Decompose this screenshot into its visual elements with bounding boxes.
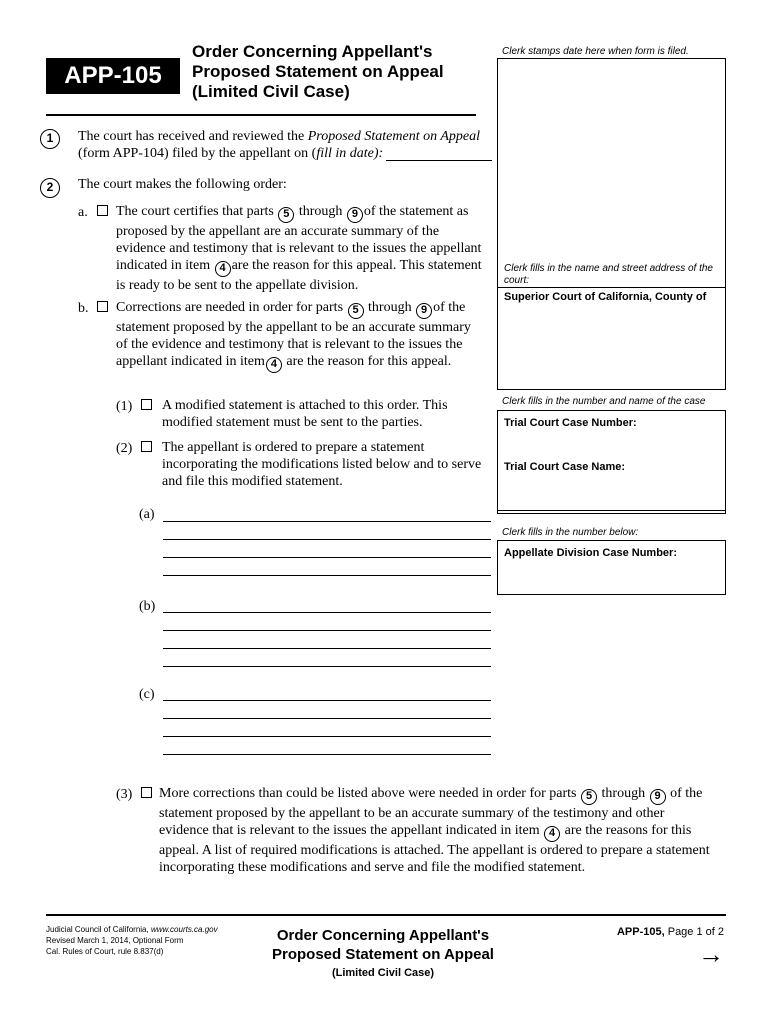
footer-council-url[interactable]: www.courts.ca.gov [150,925,218,934]
sub-2-line1: The appellant is ordered to prepare a statement [162,440,425,455]
sub-3-label: (3) [116,787,133,802]
modification-c-line1[interactable] [163,700,491,701]
sub-3-through: through [601,786,646,801]
footer-title-line1: Order Concerning Appellant's [276,927,490,944]
sub-3-text [159,785,729,876]
option-a-through: through [298,204,343,219]
ref-part-9: 9 [416,303,432,319]
option-b-line2: statement proposed by the appellant to be an accurate summary [116,320,471,335]
sub-1-label: (1) [116,399,133,414]
option-a-line5: is ready to be sent to the appellate division. [116,278,359,293]
footer-title-line2: Proposed Statement on Appeal [272,946,494,963]
clerk-stamp-box[interactable] [497,58,726,390]
footer-title-line3: (Limited Civil Case) [331,967,435,979]
footer-citation [46,924,218,957]
footer-page-number [617,926,724,938]
filed-date-field[interactable] [386,160,492,161]
item-1-fill-in-date: fill in date): [316,146,384,161]
footer-divider [46,914,726,916]
sub-3-line3-post: are the reasons for this [564,823,692,838]
sub-1-line2: modified statement must be sent to the parties. [162,415,423,430]
court-note-line1: Clerk fills in the name and street address of the [504,263,713,274]
option-b-letter: b. [78,301,89,316]
option-a-line4-pre: indicated in item [116,258,211,273]
sub-2-line2: incorporating the modifications listed below and to serve [162,457,482,472]
sub-3-line1-pre: More corrections than could be listed above were needed in order for parts [159,786,577,801]
modification-c-line2[interactable] [163,718,491,719]
header-divider [46,114,476,116]
form-title-line1: Order Concerning Appellant's [192,42,433,61]
option-a-line3: evidence and testimony that is relevant to the issues the appellant [116,241,482,256]
clerk-stamp-note: Clerk stamps date here when form is filed. [502,46,689,57]
option-a-line1-pre: The court certifies that parts [116,204,274,219]
appellate-case-number-label: Appellate Division Case Number: [504,547,677,559]
option-b-line1-pre: Corrections are needed in order for parts [116,300,344,315]
item-2-number: 2 [40,178,60,198]
court-label: Superior Court of California, County of [504,291,707,303]
modification-c-line3[interactable] [163,736,491,737]
modification-a-line2[interactable] [163,539,491,540]
sub-2-checkbox[interactable] [141,441,152,452]
modification-a-line4[interactable] [163,575,491,576]
court-divider [498,287,725,288]
form-title-line3: (Limited Civil Case) [192,82,350,101]
sub-1-text [162,397,492,431]
item-1-form-name: Proposed Statement on Appeal [307,129,480,144]
sub-3-checkbox[interactable] [141,787,152,798]
sub-3-line2: statement proposed by the appellant to be an accurate summary of the testimony and other [159,806,665,821]
item-2-intro: The court makes the following order: [78,177,287,192]
sub-2-label: (2) [116,441,133,456]
modification-b-line1[interactable] [163,612,491,613]
option-b-checkbox[interactable] [97,301,108,312]
appellate-case-note: Clerk fills in the number below: [502,527,639,538]
sub-2-line3: and file this modified statement. [162,474,343,489]
next-page-arrow-icon[interactable]: → [698,939,724,969]
form-id-badge: APP-105 [46,58,180,94]
form-title [192,42,482,102]
item-1-text [78,128,488,162]
ref-item-4: 4 [544,826,560,842]
option-a-text [116,203,496,294]
sub-1-line1: A modified statement is attached to this order. This [162,398,448,413]
option-b-line4-pre: appellant indicated in item [116,354,265,369]
modification-b-line4[interactable] [163,666,491,667]
sub-3-line4: appeal. A list of required modifications is attached. The appellant is ordered to prepare a statement [159,843,710,858]
option-b-line1-post: of the [433,300,466,315]
trial-case-inner-rule [498,510,725,511]
option-b-line4-post: are the reason for this appeal. [286,354,452,369]
sub-3-line5: incorporating these modifications and serve and file the modified statement. [159,860,586,875]
sub-1-checkbox[interactable] [141,399,152,410]
trial-case-note: Clerk fills in the number and name of the case [502,396,706,407]
item-1-number: 1 [40,129,60,149]
sub-2-text [162,439,502,490]
item-1-text-part1: The court has received and reviewed the [78,129,308,144]
option-b-line3: of the evidence and testimony that is relevant to the issues the [116,337,463,352]
modification-a-label: (a) [139,507,155,522]
ref-item-4: 4 [266,357,282,373]
footer-rules: Cal. Rules of Court, rule 8.837(d) [46,947,164,956]
footer-revised: Revised March 1, 2014, Optional Form [46,936,184,945]
option-a-letter: a. [78,205,88,220]
ref-part-9: 9 [347,207,363,223]
item-1-text-part2: (form APP-104) filed by the appellant on ( [78,146,317,161]
footer-page-of: Page 1 of 2 [664,926,724,938]
footer-council: Judicial Council of California, [46,925,151,934]
ref-part-5: 5 [348,303,364,319]
form-title-line2: Proposed Statement on Appeal [192,62,444,81]
trial-case-box[interactable] [497,410,726,514]
modification-b-line3[interactable] [163,648,491,649]
sub-3-line3-pre: evidence that is relevant to the issues the appellant indicated in item [159,823,540,838]
modification-a-line3[interactable] [163,557,491,558]
option-b-through: through [368,300,412,315]
trial-case-number-label: Trial Court Case Number: [504,417,637,429]
option-a-line2: proposed by the appellant are an accurate summary of the [116,224,440,239]
option-a-checkbox[interactable] [97,205,108,216]
modification-a-line1[interactable] [163,521,491,522]
sub-3-line1-post: of the [670,786,703,801]
option-a-line4-post: are the reason for this appeal. This statement [231,258,482,273]
ref-part-5: 5 [278,207,294,223]
ref-part-5: 5 [581,789,597,805]
modification-c-line4[interactable] [163,754,491,755]
option-a-line1-post: of the statement as [363,204,469,219]
modification-b-line2[interactable] [163,630,491,631]
modification-c-label: (c) [139,687,155,702]
ref-item-4: 4 [215,261,231,277]
court-note-line2: court: [504,275,530,286]
footer-title [258,926,508,983]
ref-part-9: 9 [650,789,666,805]
footer-page-id: APP-105, [616,926,665,938]
trial-case-name-label: Trial Court Case Name: [504,461,626,473]
appellate-case-box[interactable] [497,540,726,595]
option-b-text [116,299,496,373]
modification-b-label: (b) [139,599,156,614]
